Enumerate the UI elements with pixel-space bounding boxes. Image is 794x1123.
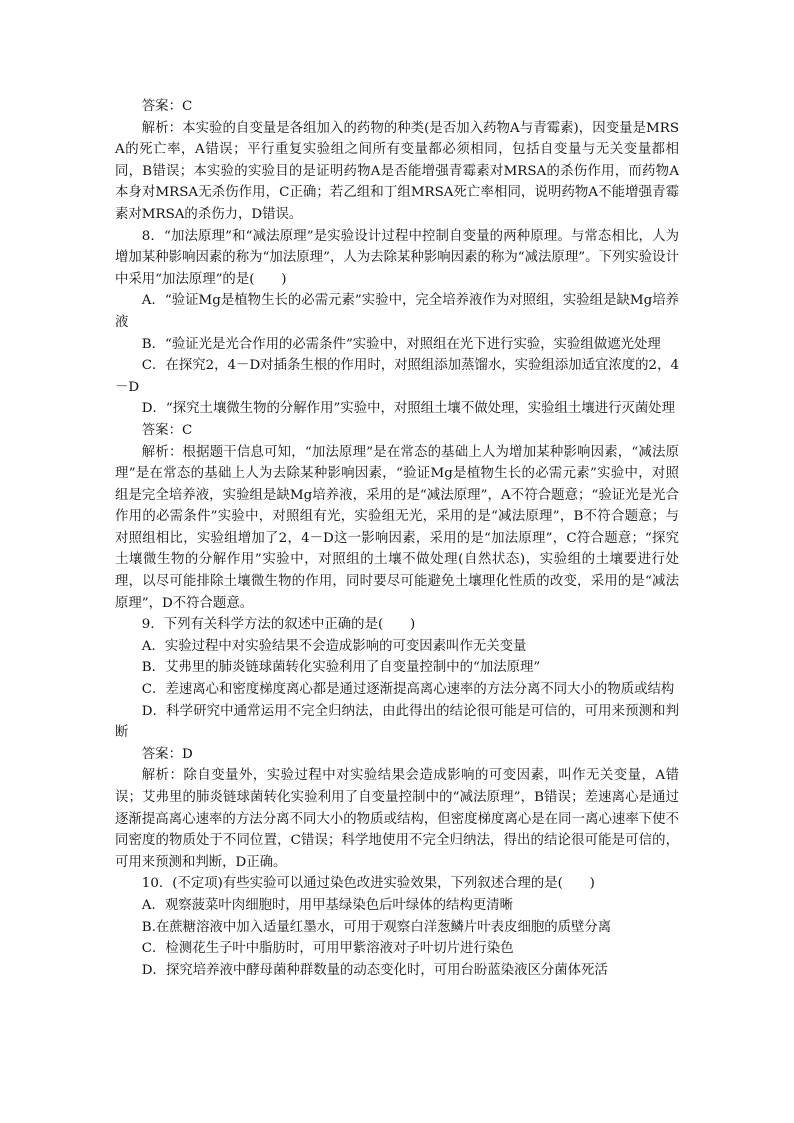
question-9-answer: 答案：D <box>141 746 193 762</box>
question-9-option-d: D．科学研究中通常运用不完全归纳法，由此得出的结论很可能是可信的，可用来预测和判断 <box>115 703 679 741</box>
question-9-option-b: B．艾弗里的肺炎链球菌转化实验利用了自变量控制中的“加法原理” <box>141 660 541 676</box>
question-9-option-c: C．差速离心和密度梯度离心都是通过逐渐提高离心速率的方法分离不同大小的物质或结构 <box>141 682 675 698</box>
question-8-option-a: A．“验证Mg是植物生长的必需元素”实验中，完全培养液作为对照组，实验组是缺Mg培养液 <box>115 293 679 330</box>
question-8-answer: 答案：C <box>141 422 193 438</box>
question-8-option-d: D．“探究土壤微生物的分解作用”实验中，对照组土壤不做处理，实验组土壤进行灭菌处理 <box>141 401 676 417</box>
question-10-option-c: C．检测花生子叶中脂肪时，可用甲紫溶液对子叶切片进行染色 <box>141 941 514 957</box>
question-10-option-d: D．探究培养液中酵母菌种群数量的动态变化时，可用台盼蓝染液区分菌体死活 <box>141 962 608 978</box>
question-9-stem: 9．下列有关科学方法的叙述中正确的是( ) <box>141 617 416 633</box>
answer-line: 答案：C <box>141 99 193 114</box>
question-9-option-a: A．实验过程中对实验结果不会造成影响的可变因素叫作无关变量 <box>141 638 527 654</box>
question-10-option-b: B.在蔗糖溶液中加入适量红墨水，可用于观察白洋葱鳞片叶表皮细胞的质壁分离 <box>141 919 612 935</box>
question-8-stem: 8．“加法原理”和“减法原理”是实验设计过程中控制自变量的两种原理。与常态相比，人为增加某种影响因素的称为“加法原理”，人为去除某种影响因素的称为“减法原理”。下列实验设计中采用“加法原理”的是( ) <box>115 228 679 287</box>
question-10-option-a: A．观察菠菜叶肉细胞时，用甲基绿染色后叶绿体的结构更清晰 <box>141 897 514 913</box>
question-9-analysis: 解析：除自变量外，实验过程中对实验结果会造成影响的可变因素，叫作无关变量，A错误；艾弗里的肺炎链球菌转化实验利用了自变量控制中的“减法原理”，B错误；差速离心是通过逐渐提高离心速率的方法分离不同大小的物质或结构，但密度梯度离心是在同一离心速率下使不同密度的物质处于不同位置，C错误；科学地使用不完全归纳法，得出的结论很可能是可信的，可用来预测和判断，D正确。 <box>115 768 679 870</box>
question-8-analysis: 解析：根据题干信息可知，“加法原理”是在常态的基础上人为增加某种影响因素，“减法原理”是在常态的基础上人为去除某种影响因素，“验证Mg是植物生长的必需元素”实验中，对照组是完全培养液，实验组是缺Mg培养液，采用的是“减法原理”，A不符合题意；“验证光是光合作用的必需条件”实验中，对照组有光，实验组无光，采用的是“减法原理”，B不符合题意；与对照组相比，实验组增加了2，4－D这一影响因素，采用的是“加法原理”，C符合题意；“探究土壤微生物的分解作用”实验中，对照组的土壤不做处理(自然状态)，实验组的土壤要进行处理，以尽可能排除土壤微生物的作用，同时要尽可能避免土壤理化性质的改变，采用的是“减法原理”，D不符合题意。 <box>115 444 679 611</box>
analysis-paragraph: 解析：本实验的自变量是各组加入的药物的种类(是否加入药物A与青霉素)，因变量是MRSA的死亡率，A错误；平行重复实验组之间所有变量都必须相同，包括自变量与无关变量都相同，B错误；本实验的实验目的是证明药物A是否能增强青霉素对MRSA的杀伤作用，而药物A本身对MRSA无杀伤作用，C正确；若乙组和丁组MRSA死亡率相同，说明药物A不能增强青霉素对MRSA的杀伤力，D错误。 <box>115 120 679 222</box>
question-8-option-b: B．“验证光是光合作用的必需条件”实验中，对照组在光下进行实验，实验组做遮光处理 <box>141 336 661 352</box>
question-10-stem: 10．(不定项)有些实验可以通过染色改进实验效果，下列叙述合理的是( ) <box>141 876 595 892</box>
question-8-option-c: C．在探究2，4－D对插条生根的作用时，对照组添加蒸馏水，实验组添加适宜浓度的2，4－D <box>115 358 679 395</box>
